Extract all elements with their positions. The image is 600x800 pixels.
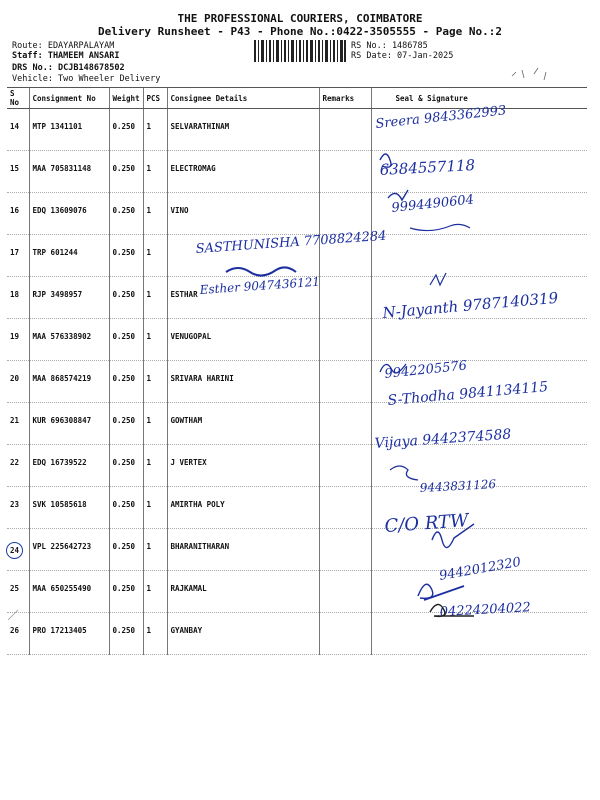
row-remarks [319,151,371,193]
row-pcs: 1 [143,445,167,487]
row-pcs: 1 [143,487,167,529]
row-consignment: MAA 576338902 [29,319,109,361]
row-consignee: VENUGOPAL [167,319,319,361]
row-sno: 22 [7,445,29,487]
row-weight: 0.250 [109,151,143,193]
row-remarks [319,487,371,529]
row-signature [371,361,587,403]
row-weight: 0.250 [109,235,143,277]
row-consignee: AMIRTHA POLY [167,487,319,529]
row-consignee: ELECTROMAG [167,151,319,193]
col-weight-header: Weight [109,88,143,109]
handwritten-signature: N-Jayanth 9787140319 [381,288,559,322]
row-sno: 15 [7,151,29,193]
handwritten-signature: Sreera 9843362993 [374,103,508,132]
row-consignment: EDQ 13609076 [29,193,109,235]
row-weight: 0.250 [109,277,143,319]
row-signature [371,151,587,193]
rs-date: RS Date: 07-Jan-2025 [351,51,454,61]
row-weight: 0.250 [109,193,143,235]
row-sno: 17 [7,235,29,277]
row-remarks [319,109,371,151]
col-remarks-header: Remarks [319,88,371,109]
row-sno: 16 [7,193,29,235]
row-sno: 20 [7,361,29,403]
row-signature [371,403,587,445]
row-remarks [319,445,371,487]
handwritten-signature: Vijaya 9442374588 [374,426,512,452]
row-consignment: MAA 650255490 [29,571,109,613]
row-remarks [319,529,371,571]
row-remarks [319,403,371,445]
row-consignee: VINO [167,193,319,235]
row-signature [371,571,587,613]
table-row [7,235,587,277]
row-weight: 0.250 [109,403,143,445]
row-consignment: MAA 705831148 [29,151,109,193]
row-signature [371,193,587,235]
table-row [7,193,587,235]
col-consignment-header: Consignment No [29,88,109,109]
table-row [7,151,587,193]
row-consignee: J VERTEX [167,445,319,487]
row-sno: 18 [7,277,29,319]
rs-number: RS No.: 1486785 [351,41,428,51]
table-row [7,487,587,529]
col-seal-header: Seal & Signature [371,88,587,109]
row-pcs: 1 [143,529,167,571]
handwritten-signature: 9994490604 [390,192,475,216]
handwritten-signature: 04224204022 [439,600,532,620]
col-consignee-header: Consignee Details [167,88,319,109]
row-pcs: 1 [143,319,167,361]
row-sno: 21 [7,403,29,445]
runsheet-title: Delivery Runsheet - P43 - Phone No.:0422-3505555 - Page No.:2 [98,25,502,38]
handwritten-signature: 9443831126 [419,477,497,495]
circled-sno: 24 [6,542,23,559]
row-consignee [167,235,319,277]
row-signature [371,613,587,655]
row-consignee: SELVARATHINAM [167,109,319,151]
row-pcs: 1 [143,235,167,277]
row-sno: 14 [7,109,29,151]
row-signature [371,319,587,361]
row-consignee: SRIVARA HARINI [167,361,319,403]
table-row [7,319,587,361]
handwritten-signature: Esther 9047436121 [199,274,321,297]
handwritten-signature: C/O RTW [383,510,470,537]
row-remarks [319,319,371,361]
row-weight: 0.250 [109,613,143,655]
row-consignment: TRP 601244 [29,235,109,277]
delivery-table [7,87,587,655]
table-row [7,445,587,487]
row-consignee: GOWTHAM [167,403,319,445]
row-signature [371,277,587,319]
row-sno: 19 [7,319,29,361]
row-consignment: MTP 1341101 [29,109,109,151]
handwritten-signature: SASTHUNISHA 7708824284 [195,228,387,257]
row-pcs: 1 [143,109,167,151]
row-sno [7,529,29,571]
drs-number: DRS No.: DCJB148678502 [12,63,125,73]
row-weight: 0.250 [109,529,143,571]
row-weight: 0.250 [109,445,143,487]
row-remarks [319,571,371,613]
table-row [7,571,587,613]
row-signature [371,487,587,529]
table-row [7,403,587,445]
route-label: Route: EDAYARPALAYAM [12,41,115,51]
row-pcs: 1 [143,403,167,445]
row-consignee: GYANBAY [167,613,319,655]
row-weight: 0.250 [109,109,143,151]
row-pcs: 1 [143,193,167,235]
row-remarks [319,361,371,403]
row-consignment: MAA 868574219 [29,361,109,403]
row-consignment: RJP 3498957 [29,277,109,319]
row-pcs: 1 [143,361,167,403]
col-pcs-header: PCS [143,88,167,109]
row-remarks [319,613,371,655]
row-pcs: 1 [143,613,167,655]
table-row [7,613,587,655]
row-consignment: PRO 17213405 [29,613,109,655]
row-consignee: ESTHAR [167,277,319,319]
row-consignment: VPL 225642723 [29,529,109,571]
row-remarks [319,235,371,277]
row-consignment: SVK 10585618 [29,487,109,529]
col-sno-header: S No [7,88,29,109]
row-remarks [319,193,371,235]
row-signature [371,529,587,571]
handwritten-signature: 9442012320 [438,554,523,584]
handwritten-signature: 6384557118 [379,156,476,179]
vehicle-label: Vehicle: Two Wheeler Delivery [12,74,161,84]
row-sno: 25 [7,571,29,613]
barcode [254,40,346,62]
row-pcs: 1 [143,571,167,613]
row-weight: 0.250 [109,319,143,361]
row-weight: 0.250 [109,571,143,613]
table-row [7,361,587,403]
company-title: THE PROFESSIONAL COURIERS, COIMBATORE [177,12,423,25]
row-signature [371,109,587,151]
row-consignment: KUR 696308847 [29,403,109,445]
row-weight: 0.250 [109,361,143,403]
table-row [7,529,587,571]
row-sno: 23 [7,487,29,529]
row-signature [371,445,587,487]
row-remarks [319,277,371,319]
staff-label: Staff: THAMEEM ANSARI [12,51,120,61]
pen-mark-icon [510,62,550,82]
row-weight: 0.250 [109,487,143,529]
row-pcs: 1 [143,151,167,193]
row-consignment: EDQ 16739522 [29,445,109,487]
row-pcs: 1 [143,277,167,319]
handwritten-signature: 9942205576 [383,358,468,382]
row-sno: 26 [7,613,29,655]
handwritten-signature: S-Thodha 9841134115 [386,379,549,409]
table-row [7,277,587,319]
row-signature [371,235,587,277]
table-header [7,88,587,109]
row-consignee: BHARANITHARAN [167,529,319,571]
row-consignee: RAJKAMAL [167,571,319,613]
table-row [7,109,587,151]
